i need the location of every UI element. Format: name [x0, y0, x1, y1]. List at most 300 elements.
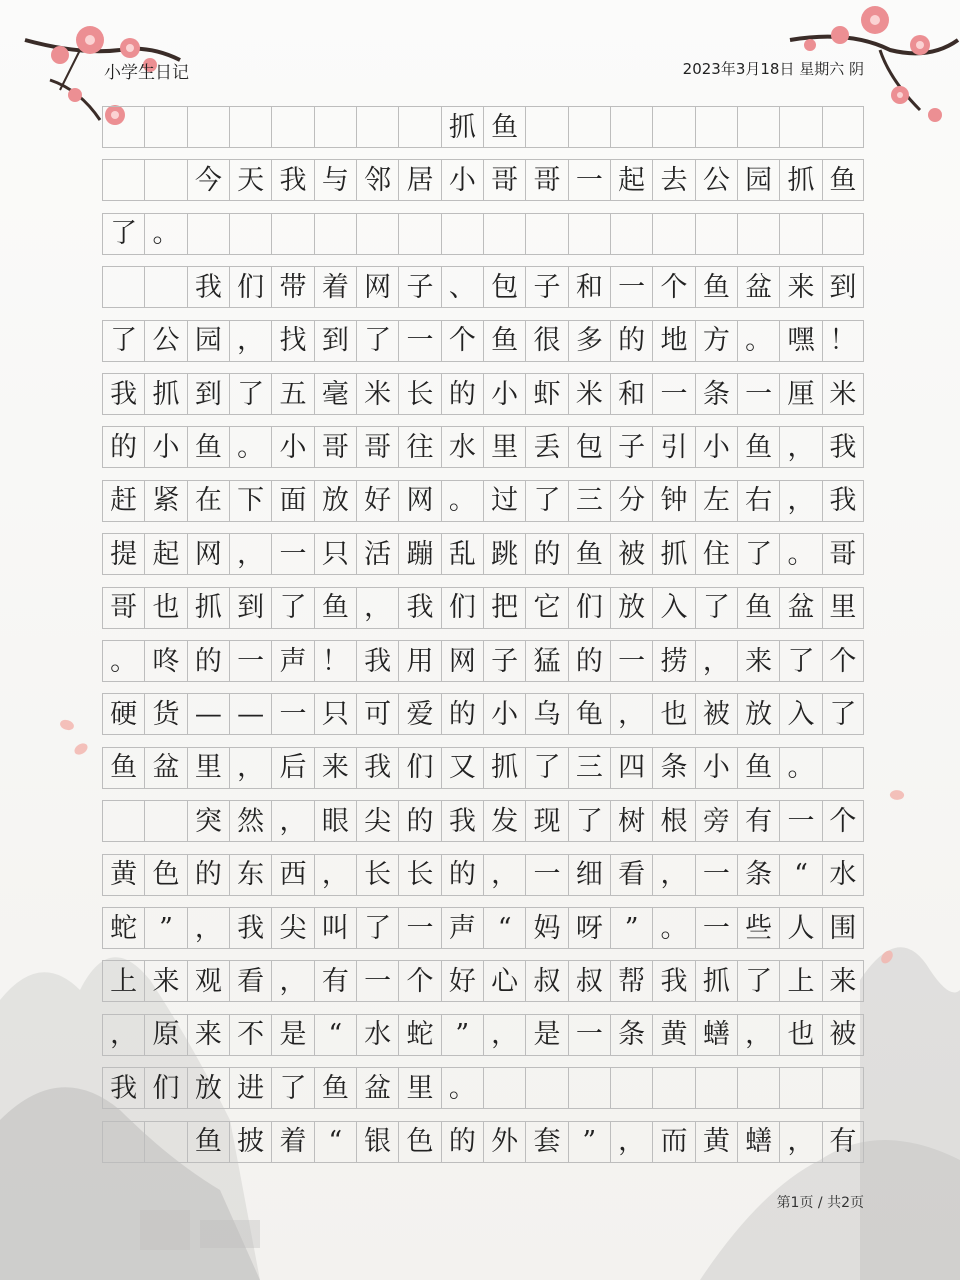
grid-cell: 分: [610, 480, 652, 522]
grid-cell: 哥: [102, 587, 144, 629]
writing-row: [102, 587, 864, 629]
grid-cell: 也: [779, 1014, 821, 1056]
grid-cell: 有: [314, 960, 356, 1002]
grid-cell: “: [779, 854, 821, 896]
grid-cell: 厘: [779, 373, 821, 415]
grid-cell: [779, 213, 821, 255]
grid-cell: [314, 106, 356, 148]
grid-cell: 哥: [314, 426, 356, 468]
grid-cell: ，: [779, 1121, 821, 1163]
grid-cell: [652, 1067, 694, 1109]
grid-cell: [144, 106, 186, 148]
grid-cell: 地: [652, 320, 694, 362]
grid-cell: 着: [314, 266, 356, 308]
grid-cell: [822, 747, 864, 789]
grid-cell: 了: [271, 587, 313, 629]
grid-cell: [144, 266, 186, 308]
page-indicator: 第1页 / 共2页: [776, 1195, 864, 1211]
grid-cell: 树: [610, 800, 652, 842]
grid-cell: 的: [568, 640, 610, 682]
grid-cell: 黄: [102, 854, 144, 896]
grid-cell: 是: [271, 1014, 313, 1056]
writing-row: [102, 960, 864, 1002]
grid-cell: 条: [652, 747, 694, 789]
grid-cell: 们: [441, 587, 483, 629]
grid-cell: 小: [695, 747, 737, 789]
grid-cell: ！: [314, 640, 356, 682]
grid-cell: 的: [441, 854, 483, 896]
grid-cell: 子: [610, 426, 652, 468]
grid-cell: 带: [271, 266, 313, 308]
grid-cell: ，: [652, 854, 694, 896]
grid-cell: 小: [144, 426, 186, 468]
grid-cell: 蹦: [398, 533, 440, 575]
grid-cell: 抓: [695, 960, 737, 1002]
grid-cell: 了: [737, 533, 779, 575]
grid-cell: 咚: [144, 640, 186, 682]
grid-cell: 跳: [483, 533, 525, 575]
grid-cell: ，: [610, 1121, 652, 1163]
grid-cell: 个: [822, 640, 864, 682]
grid-cell: [525, 106, 567, 148]
grid-cell: 发: [483, 800, 525, 842]
notebook-title: 小学生日记: [104, 63, 189, 83]
grid-cell: 和: [610, 373, 652, 415]
grid-cell: 围: [822, 907, 864, 949]
grid-cell: 抓: [441, 106, 483, 148]
grid-cell: 我: [229, 907, 271, 949]
grid-cell: 提: [102, 533, 144, 575]
grid-cell: ，: [695, 640, 737, 682]
grid-cell: 根: [652, 800, 694, 842]
grid-cell: 四: [610, 747, 652, 789]
grid-cell: 哥: [822, 533, 864, 575]
grid-cell: 声: [271, 640, 313, 682]
grid-cell: 抓: [779, 159, 821, 201]
grid-cell: 上: [779, 960, 821, 1002]
grid-cell: 小: [483, 693, 525, 735]
grid-cell: 也: [144, 587, 186, 629]
grid-cell: 居: [398, 159, 440, 201]
writing-row: [102, 1121, 864, 1163]
grid-cell: [779, 1067, 821, 1109]
grid-cell: 引: [652, 426, 694, 468]
grid-cell: 帮: [610, 960, 652, 1002]
grid-cell: 进: [229, 1067, 271, 1109]
grid-cell: 它: [525, 587, 567, 629]
grid-cell: 的: [441, 373, 483, 415]
grid-cell: [822, 1067, 864, 1109]
writing-row: [102, 533, 864, 575]
grid-cell: [483, 213, 525, 255]
grid-cell: 子: [398, 266, 440, 308]
grid-cell: 着: [271, 1121, 313, 1163]
grid-cell: 。: [229, 426, 271, 468]
grid-cell: 抓: [144, 373, 186, 415]
grid-cell: [737, 213, 779, 255]
grid-cell: 眼: [314, 800, 356, 842]
grid-cell: [144, 800, 186, 842]
grid-cell: 入: [652, 587, 694, 629]
grid-cell: 。: [779, 533, 821, 575]
grid-cell: 是: [525, 1014, 567, 1056]
grid-cell: 到: [314, 320, 356, 362]
grid-cell: 小: [441, 159, 483, 201]
grid-cell: 条: [737, 854, 779, 896]
grid-cell: 嘿: [779, 320, 821, 362]
grid-cell: 米: [356, 373, 398, 415]
grid-cell: [610, 1067, 652, 1109]
grid-cell: “: [483, 907, 525, 949]
grid-cell: 与: [314, 159, 356, 201]
grid-cell: 放: [610, 587, 652, 629]
grid-cell: 了: [779, 640, 821, 682]
grid-cell: 猛: [525, 640, 567, 682]
grid-cell: 网: [187, 533, 229, 575]
grid-cell: 我: [187, 266, 229, 308]
grid-cell: 原: [144, 1014, 186, 1056]
grid-cell: [398, 213, 440, 255]
grid-cell: [652, 106, 694, 148]
grid-cell: 们: [568, 587, 610, 629]
grid-cell: 、: [441, 266, 483, 308]
grid-cell: 邻: [356, 159, 398, 201]
grid-cell: [229, 106, 271, 148]
grid-cell: 米: [822, 373, 864, 415]
grid-cell: 钟: [652, 480, 694, 522]
grid-cell: 了: [568, 800, 610, 842]
grid-cell: 个: [822, 800, 864, 842]
grid-cell: 丢: [525, 426, 567, 468]
grid-cell: 披: [229, 1121, 271, 1163]
grid-cell: 被: [822, 1014, 864, 1056]
grid-cell: 突: [187, 800, 229, 842]
grid-cell: [610, 213, 652, 255]
grid-cell: 可: [356, 693, 398, 735]
writing-row: [102, 1014, 864, 1056]
grid-cell: ，: [356, 587, 398, 629]
grid-cell: 网: [441, 640, 483, 682]
grid-cell: 放: [187, 1067, 229, 1109]
writing-row: [102, 159, 864, 201]
grid-cell: [229, 213, 271, 255]
grid-cell: 被: [695, 693, 737, 735]
grid-cell: 的: [525, 533, 567, 575]
grid-cell: 又: [441, 747, 483, 789]
grid-cell: 了: [737, 960, 779, 1002]
writing-row: [102, 320, 864, 362]
grid-cell: 鱼: [822, 159, 864, 201]
grid-cell: ，: [483, 1014, 525, 1056]
grid-cell: 和: [568, 266, 610, 308]
grid-cell: 里: [822, 587, 864, 629]
grid-cell: 来: [737, 640, 779, 682]
grid-cell: 个: [441, 320, 483, 362]
grid-cell: 天: [229, 159, 271, 201]
grid-cell: 公: [144, 320, 186, 362]
grid-cell: 只: [314, 533, 356, 575]
grid-cell: [695, 106, 737, 148]
grid-cell: ，: [271, 960, 313, 1002]
essay-title-row: [102, 106, 864, 148]
grid-cell: 些: [737, 907, 779, 949]
grid-cell: 龟: [568, 693, 610, 735]
grid-cell: 长: [356, 854, 398, 896]
grid-cell: 长: [398, 854, 440, 896]
grid-cell: 多: [568, 320, 610, 362]
grid-cell: 条: [610, 1014, 652, 1056]
grid-cell: 园: [187, 320, 229, 362]
grid-cell: 不: [229, 1014, 271, 1056]
grid-cell: 一: [229, 640, 271, 682]
grid-cell: 我: [356, 640, 398, 682]
grid-cell: [525, 213, 567, 255]
grid-cell: [187, 106, 229, 148]
grid-cell: [271, 213, 313, 255]
grid-cell: 我: [441, 800, 483, 842]
grid-cell: [102, 106, 144, 148]
grid-cell: 了: [356, 320, 398, 362]
grid-cell: ，: [229, 533, 271, 575]
grid-cell: 叔: [568, 960, 610, 1002]
grid-cell: 的: [441, 693, 483, 735]
grid-cell: 观: [187, 960, 229, 1002]
grid-cell: 来: [144, 960, 186, 1002]
grid-cell: 水: [822, 854, 864, 896]
grid-cell: 乱: [441, 533, 483, 575]
grid-cell: [695, 1067, 737, 1109]
grid-cell: ！: [822, 320, 864, 362]
grid-cell: 包: [483, 266, 525, 308]
grid-cell: 一: [271, 693, 313, 735]
grid-cell: 们: [229, 266, 271, 308]
grid-cell: 一: [695, 907, 737, 949]
grid-cell: 妈: [525, 907, 567, 949]
grid-cell: ，: [271, 800, 313, 842]
grid-cell: 。: [779, 747, 821, 789]
writing-row: [102, 747, 864, 789]
grid-cell: 了: [525, 747, 567, 789]
grid-cell: 。: [737, 320, 779, 362]
page-header: [104, 58, 864, 86]
grid-cell: 我: [398, 587, 440, 629]
grid-cell: [737, 1067, 779, 1109]
writing-row: [102, 907, 864, 949]
grid-cell: 一: [695, 854, 737, 896]
grid-cell: 心: [483, 960, 525, 1002]
grid-cell: 活: [356, 533, 398, 575]
grid-cell: 。: [144, 213, 186, 255]
grid-cell: 园: [737, 159, 779, 201]
grid-cell: 我: [652, 960, 694, 1002]
grid-cell: 了: [229, 373, 271, 415]
grid-cell: 人: [779, 907, 821, 949]
grid-cell: 把: [483, 587, 525, 629]
writing-row: [102, 693, 864, 735]
grid-cell: 找: [271, 320, 313, 362]
grid-cell: 一: [610, 266, 652, 308]
grid-cell: 被: [610, 533, 652, 575]
grid-cell: 放: [314, 480, 356, 522]
grid-cell: 色: [144, 854, 186, 896]
grid-cell: 鱼: [568, 533, 610, 575]
grid-cell: 细: [568, 854, 610, 896]
grid-cell: 上: [102, 960, 144, 1002]
grid-cell: 我: [356, 747, 398, 789]
grid-cell: 我: [822, 426, 864, 468]
grid-cell: —: [187, 693, 229, 735]
grid-cell: [822, 213, 864, 255]
grid-cell: ”: [441, 1014, 483, 1056]
grid-cell: [314, 213, 356, 255]
grid-cell: [398, 106, 440, 148]
grid-cell: 来: [822, 960, 864, 1002]
grid-cell: —: [229, 693, 271, 735]
grid-cell: 五: [271, 373, 313, 415]
grid-cell: [102, 800, 144, 842]
grid-cell: 好: [356, 480, 398, 522]
grid-cell: [356, 106, 398, 148]
grid-cell: 。: [102, 640, 144, 682]
grid-cell: 外: [483, 1121, 525, 1163]
grid-cell: 一: [568, 1014, 610, 1056]
grid-cell: [483, 1067, 525, 1109]
grid-cell: 到: [187, 373, 229, 415]
writing-row: [102, 1067, 864, 1109]
grid-cell: 右: [737, 480, 779, 522]
grid-cell: ，: [314, 854, 356, 896]
grid-cell: 而: [652, 1121, 694, 1163]
grid-cell: 。: [652, 907, 694, 949]
grid-cell: 了: [271, 1067, 313, 1109]
grid-cell: [144, 159, 186, 201]
grid-cell: 一: [779, 800, 821, 842]
grid-cell: [102, 266, 144, 308]
grid-cell: 一: [525, 854, 567, 896]
grid-cell: 一: [271, 533, 313, 575]
grid-cell: [102, 159, 144, 201]
grid-cell: 水: [441, 426, 483, 468]
grid-cell: ，: [102, 1014, 144, 1056]
grid-cell: 们: [398, 747, 440, 789]
grid-cell: 来: [187, 1014, 229, 1056]
grid-cell: ，: [737, 1014, 779, 1056]
grid-cell: 起: [610, 159, 652, 201]
grid-cell: 三: [568, 747, 610, 789]
grid-cell: 来: [314, 747, 356, 789]
grid-cell: 条: [695, 373, 737, 415]
grid-cell: ，: [187, 907, 229, 949]
grid-cell: 里: [398, 1067, 440, 1109]
grid-cell: 黄: [652, 1014, 694, 1056]
grid-cell: 来: [779, 266, 821, 308]
grid-cell: 小: [271, 426, 313, 468]
grid-cell: 尖: [356, 800, 398, 842]
grid-cell: 套: [525, 1121, 567, 1163]
grid-cell: 一: [398, 907, 440, 949]
grid-cell: 面: [271, 480, 313, 522]
grid-cell: 盆: [737, 266, 779, 308]
grid-cell: 鱼: [314, 1067, 356, 1109]
grid-cell: [610, 106, 652, 148]
grid-cell: 子: [525, 266, 567, 308]
grid-cell: [568, 106, 610, 148]
grid-cell: 用: [398, 640, 440, 682]
grid-cell: 乌: [525, 693, 567, 735]
grid-cell: 抓: [652, 533, 694, 575]
grid-cell: 现: [525, 800, 567, 842]
grid-cell: 蛇: [398, 1014, 440, 1056]
grid-cell: 货: [144, 693, 186, 735]
grid-cell: ”: [610, 907, 652, 949]
grid-cell: 了: [102, 213, 144, 255]
grid-cell: 银: [356, 1121, 398, 1163]
writing-grid: [102, 106, 864, 1174]
grid-cell: [822, 106, 864, 148]
grid-cell: 后: [271, 747, 313, 789]
grid-cell: 西: [271, 854, 313, 896]
grid-cell: 蟮: [695, 1014, 737, 1056]
grid-cell: 黄: [695, 1121, 737, 1163]
grid-cell: [441, 213, 483, 255]
date-weather-line: 2023年3月18日 星期六 阴: [682, 60, 864, 78]
grid-cell: 一: [568, 159, 610, 201]
grid-cell: ，: [229, 320, 271, 362]
grid-cell: 了: [695, 587, 737, 629]
grid-cell: [568, 1067, 610, 1109]
grid-cell: 了: [356, 907, 398, 949]
grid-cell: 然: [229, 800, 271, 842]
grid-cell: 了: [102, 320, 144, 362]
grid-cell: 里: [483, 426, 525, 468]
grid-cell: 往: [398, 426, 440, 468]
grid-cell: 网: [398, 480, 440, 522]
grid-cell: ，: [610, 693, 652, 735]
grid-cell: 小: [483, 373, 525, 415]
grid-cell: 我: [102, 373, 144, 415]
grid-cell: 我: [102, 1067, 144, 1109]
grid-cell: 呀: [568, 907, 610, 949]
grid-cell: 我: [822, 480, 864, 522]
grid-cell: 抓: [187, 587, 229, 629]
grid-cell: ，: [229, 747, 271, 789]
grid-cell: 蛇: [102, 907, 144, 949]
grid-cell: 旁: [695, 800, 737, 842]
grid-cell: 个: [398, 960, 440, 1002]
grid-cell: ”: [568, 1121, 610, 1163]
grid-cell: 看: [610, 854, 652, 896]
grid-cell: [695, 213, 737, 255]
grid-cell: 鱼: [483, 320, 525, 362]
grid-cell: 盆: [779, 587, 821, 629]
grid-cell: 一: [652, 373, 694, 415]
grid-cell: 米: [568, 373, 610, 415]
grid-cell: 们: [144, 1067, 186, 1109]
writing-row: [102, 480, 864, 522]
grid-cell: 声: [441, 907, 483, 949]
grid-cell: [356, 213, 398, 255]
grid-cell: 有: [737, 800, 779, 842]
grid-cell: 了: [822, 693, 864, 735]
grid-cell: 的: [187, 854, 229, 896]
writing-row: [102, 373, 864, 415]
grid-cell: 放: [737, 693, 779, 735]
grid-cell: 尖: [271, 907, 313, 949]
grid-cell: 捞: [652, 640, 694, 682]
grid-cell: 公: [695, 159, 737, 201]
grid-cell: 到: [822, 266, 864, 308]
grid-cell: [737, 106, 779, 148]
